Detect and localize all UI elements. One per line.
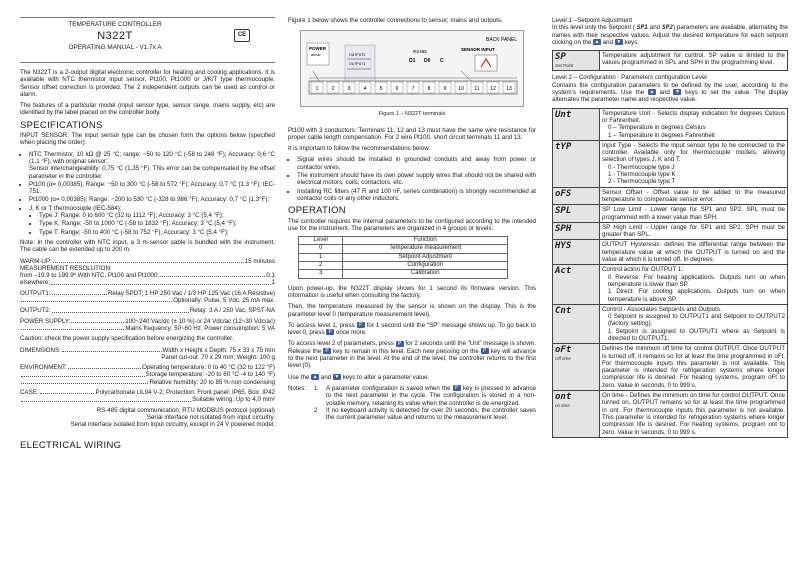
serial-isolated: Serial interface isolated from input circuitry, except in 24 V powered model.: [70, 421, 275, 429]
terminal-number: 3: [347, 86, 351, 93]
dimensions-row-2: Panel cut-out: 70 x 29 mm; Weight: 100 g: [161, 353, 275, 361]
param-code: SP: [555, 52, 566, 63]
terminal-number: 1: [315, 86, 319, 93]
table-row: [553, 140, 788, 187]
recommendations-intro: It is important to follow the recommendations below:: [288, 145, 431, 153]
tc-type-j: • Type J: Range: 0 to 600 °C (32 to 1112 °F); Accuracy: 3 °C (5,4 °F);: [39, 212, 275, 219]
d1-label: D1: [409, 58, 416, 65]
resolution-row-1: from –19.9 to 199.9º With NTC, Pt100 and Pt1000: 0.1: [20, 272, 275, 280]
terminal-number: 13: [506, 86, 512, 93]
column-right: [552, 0, 788, 441]
terminals-diagram: [301, 31, 523, 106]
p-key-icon: P: [481, 348, 489, 354]
manual-version: OPERATING MANUAL - V1.7x A: [68, 44, 162, 52]
operation-heading: OPERATION: [288, 205, 346, 217]
param-code: Unt: [555, 109, 572, 120]
intro-paragraph-2: The features of a particular model (input sensor type, sensor range, mains supply, etc) are identified by the label placed on the controller body.: [20, 102, 275, 117]
param-description: Defines the minimum off time for control OUTPUT. Once OUTPUT is turned off, it remains so for at least the time programmed in oFt. For thermocouple inputs this parameter is not available. This parameter is intended for refrigeration systems where longer compressor life is desired. For heating systems, program oFt to zero. Value in seconds, 0 to 999 s.: [602, 345, 785, 389]
notes-block: Notes: 1 A parameter configuration is saved when the P key is pressed to advance to the next parameter in the cycle. The configuration is stored in a non-volatile memory, retaining its value when the controller is de-energized. 2 If no keyboard activity is detected for over 20 seconds, the controller saves the current parameter value and returns to the measurement level.: [288, 384, 536, 422]
param-option: 1 Direct: For cooling applications. Outputs turn on when temperature is above SP.: [608, 288, 785, 303]
terminal-number: 5: [379, 86, 383, 93]
table-row: [553, 265, 788, 304]
terminal-number: 8: [427, 86, 431, 93]
model-name: N322T: [97, 30, 133, 43]
column-left: [20, 0, 275, 453]
param-option: 0 – Temperature in degrees Celsius: [608, 124, 706, 132]
column-middle: [288, 0, 536, 424]
environment-row-2: Storage temperature: -20 to 60 °C -4 to 140 °F): [20, 371, 275, 378]
power-label: POWER: [309, 46, 327, 52]
param-description: Control action for OUTPUT 1:: [602, 266, 684, 274]
product-type: TEMPERATURE CONTROLLER: [68, 21, 162, 28]
terminals-figure: [300, 30, 524, 107]
param-code: SPH: [555, 223, 572, 234]
sensor-pt100: • Pt100 (α= 0,00385); Range: −50 to 300 °C (-58 to 572 °F); Accuracy: 0,7 °C (1,3 °F); IEC-751.: [29, 181, 275, 196]
case-row: CASE: Polycarbonate UL94 V-2; Protection: Front panel: IP65, Box: IP42: [20, 388, 275, 396]
table-row: [553, 187, 788, 205]
p-key-icon: P: [453, 385, 461, 391]
pt100-wiring-text: Pt100 with 3 conductors: Terminals 11, 12 and 13 must have the same wire resistance for proper cable length compensation. For 2 wire Pt100, short circuit terminals 11 and 13.: [288, 126, 536, 141]
power-supply-row-2: Mains frequency: 50~60 Hz. Power consumption: 5 VA: [20, 325, 275, 332]
levels-table-header: [299, 237, 508, 245]
level-header: Level: [299, 237, 343, 245]
warmup-row: WARM-UP: 15 minutes: [20, 257, 275, 265]
p-key-icon: P: [396, 341, 404, 347]
up-key-icon: ▲: [312, 373, 318, 380]
recommendations-list: [288, 156, 536, 202]
table-row: 0 Temperature measurement: [299, 245, 508, 253]
case-row-2: Suitable wiring: Up to 4,0 mm²: [20, 396, 275, 403]
function-header: Function: [343, 237, 508, 245]
power-supply-row: POWER SUPPLY: 100~240 Vac/dc (± 10 %) or 24 Vdc/ac (12~30 Vdc/ac): [20, 317, 275, 325]
param-code: Act: [555, 266, 572, 277]
param-option: 1 - Thermocouple type K: [608, 171, 676, 179]
table-row: 1 Setpoint Adjustment: [299, 253, 508, 261]
figure-caption: Figure 1 – N322T terminals: [378, 111, 446, 118]
param-description: OUTPUT Hysteresis: defines the differential range between the temperature value at which the OUTPUT is turned on and the value at which it is turned off. In degrees.: [602, 241, 785, 264]
param-code: ont: [555, 392, 572, 403]
ntc-note: Note: In the controller with NTC input, a 3 m-sensor cable is bundled with the instrument. The cable can be extended up to 200 m.: [20, 238, 275, 254]
level1-text: In this level only the Setpoint ( SP1 and SP2) parameters are available, alternating the names with their respective values. Adjust the desired temperature for each setpoint clicking on the ▲ and ▼ keys.: [552, 24, 788, 46]
sensor-input-label: SENSOR INPUT: [461, 47, 495, 53]
output2-row: OUTPUT2: Relay: 3 A / 250 Vac, SPST-NA: [20, 307, 275, 315]
p-key-icon: P: [357, 322, 365, 328]
output1-label: OUTPUT1: [349, 62, 366, 67]
input-sensor-text: INPUT SENSOR: The input sensor type can be chosen form the options below (specified when placing the order):: [20, 132, 275, 147]
param-code: HYS: [555, 241, 572, 252]
back-panel-label: BACK PANEL: [486, 37, 518, 44]
manual-header: [20, 17, 275, 63]
level1-access-text: To access level 1, press P for 1 second until the “SP” message shows up. To go back to level 0, press P once more.: [288, 321, 536, 337]
level0-text: Then, the temperature measured by the sensor is shown on the display. This is the parameter level 0 (temperature measurement level).: [288, 303, 536, 318]
resolution-heading: MEASUREMENT RESOLUTION:: [20, 264, 112, 272]
table-row: [553, 240, 788, 265]
sensor-ntc: • NTC Thermistor, 10 kΩ @ 25 °C; range: −50 to 120 °C (-58 to 248 °F); Accuracy: 0,6 °C (1,1 °F), with original sensor; Sensor interchangeability: 0,75 °C (1,35 °F). This error can be compensated by the offset parameter in the controller.: [29, 151, 275, 180]
param-description: Sensor Offset - Offset value to be added to the measured temperature to compensate sensor error.: [602, 188, 785, 203]
param-code: SPL: [555, 206, 572, 217]
specifications-heading: SPECIFICATIONS: [20, 119, 103, 131]
table-row: [553, 304, 788, 343]
parameters-table: [552, 108, 788, 438]
figure-intro: Figure 1 below shows the controller connections to sensor, mains and outputs.: [288, 17, 503, 24]
d0-label: D0: [424, 58, 431, 65]
param-code: Cnt: [555, 305, 572, 316]
sensor-thermocouple: • J, K or T thermocouple (IEC-584): • Type J: Range: 0 to 600 °C (32 to 1112 °F); Accuracy: 3 °C (5,4 °F); • Type K: Range: -50 to 1000 °C (-58 to 1832 °F); Accuracy: 3 °C (5,4 °F); • Type T: Range: -50 to 400 °C (-58 to 752 °F); Accuracy: 3 °C (5,4 °F);: [29, 205, 275, 236]
down-key-icon: ▼: [674, 89, 680, 96]
sensor-list: [20, 151, 275, 236]
rs485-text: RS-485 digital communication; RTU MODBUS protocol (optional): [96, 406, 275, 414]
level2-text: Contains the configuration parameters to be defined by the user, according to the system's requirements. Use the ▲ and ▼ keys to set the value. The display alternates the parameter name and respective value.: [552, 81, 788, 104]
down-key-icon: ▼: [616, 39, 622, 46]
recommendation-item: • Signal wires should be installed in grounded conduits and away from power or contactor wires.: [297, 156, 536, 171]
param-option: 1 – Temperature in degrees Fahrenheit: [608, 131, 715, 139]
electrical-wiring-heading: ELECTRICAL WIRING: [20, 440, 122, 452]
tc-type-k: • Type K: Range: -50 to 1000 °C (-58 to 1832 °F); Accuracy: 3 °C (5,4 °F);: [39, 220, 275, 227]
recommendation-item: • The instrument should have its own power supply wires that should not be shared with electrical motors, coils, contactors, etc.: [297, 172, 536, 187]
terminal-number: 6: [395, 86, 399, 93]
param-option: 1 Setpoint is assigned to OUTPUT1 where as Setpoint is directed to OUTPUT1.: [608, 327, 785, 342]
setpoint-table: [552, 50, 788, 71]
param-option: 0 Reverse: For heating applications. Outputs turn on when temperature is lower than SP.: [608, 273, 785, 288]
table-row: oFt Off time Defines the minimum off time for control OUTPUT. Once OUTPUT is turned off, it remains so for at least the time programmed in oFt. For thermocouple inputs this parameter is not available. This parameter is intended for refrigeration systems where longer compressor life is desired. For heating systems, program oFt to zero. Value in seconds, 0 to 999 s.: [553, 344, 788, 391]
p-key-icon: P: [323, 348, 331, 354]
intro-paragraph: The N322T is a 2-output digital electronic controller for heating and cooling applications. It is available with NTC thermistor input sensor, Pt100, Pt1000 or J/K/T type thermocouple. Sensor offset correction is provided. The 2 independent outputs can be used as control or alarm.: [20, 69, 275, 98]
output1-row: OUTPUT1: Relay SPDT; 1 HP 250 Vac / 1/3 HP 125 Vac (16 A Resistive): [20, 289, 275, 297]
acdc-label: ac/dc: [311, 52, 321, 58]
operation-text: The controller requires the internal parameters to be configured according to the intended use for the instrument. The parameters are organized in 4 groups or levels:: [288, 217, 536, 232]
param-option: 0 Setpoint is assigned to OUTPUT1 and Setpoint to OUTPUT2 (factory setting).: [608, 313, 785, 328]
caution-text: Caution: check the power supply specification before energizing the controller.: [20, 335, 234, 343]
levels-table: [298, 236, 508, 278]
param-description: Temperature Unit - Selects display indication for degrees Celsius or Fahrenheit.: [602, 109, 785, 124]
down-key-icon: ▼: [334, 373, 340, 380]
table-row: [553, 205, 788, 223]
table-row: ont on time On time - Defines the minimum on time for control OUTPUT. Once turned on, OUTPUT remains so for at least the time programmed in ont. For thermocouple inputs this parameter is not available. This parameter is intended for refrigeration systems where longer compressor life is desired. For heating systems, program ont to zero. Value in seconds, 0 to 999 s.: [553, 391, 788, 438]
level2-access-text: To access level 2 of parameters, press P for 2 seconds until the “Unt” message is shown. Release the P key to remain in this level. Each new pressing on the P key will advance to the next parameter in the level. At the end of the level, the controller returns to the first level (0).: [288, 340, 536, 370]
table-row: 2 Configuration: [299, 262, 508, 270]
terminal-number: 11: [474, 86, 480, 93]
output2-label: OUTPUT2: [349, 53, 366, 58]
param-code: tYP: [555, 141, 572, 152]
recommendation-item: • Installing RC filters (47 R and 100 nF, series combination) is strongly recommended at contactor coils or any other inductors.: [297, 188, 536, 203]
terminal-number: 4: [363, 86, 367, 93]
powerup-text: Upon power-up, the N322T display shows for 1 second its firmware version. This information is useful when consulting the factory.: [288, 284, 536, 299]
param-option: 2 - Thermocouple type T: [608, 178, 676, 186]
tc-type-t: • Type T: Range: -50 to 400 °C (-58 to 752 °F); Accuracy: 3 °C (5,4 °F);: [39, 229, 275, 236]
resolution-row-2: elsewhere: 1: [20, 279, 275, 287]
rs485-label: RS485: [413, 49, 427, 55]
param-description: SP High Limit - Upper range for SP1 and SP2. SPH must be greater than SPL.: [602, 223, 785, 239]
param-code: oFS: [555, 188, 572, 199]
alter-value-text: Use the ▲ and ▼ keys to alter a parameter value.: [288, 373, 430, 381]
table-row: SP Set Point Temperature adjustment for control. SP value is limited to the values programmed in SPL and SPH in the programming level.: [553, 51, 788, 71]
serial-not-isolated: Serial interface not isolated from input circuitry.: [146, 413, 275, 421]
up-key-icon: ▲: [649, 89, 655, 96]
dimensions-row: DIMENSIONS: Width x Height x Depth: 75 x 33 x 75 mm: [20, 346, 275, 354]
table-row: 3 Calibration: [299, 270, 508, 278]
environment-row-3: Relative humidity: 20 to 85 % non condensing: [20, 379, 275, 386]
terminal-number: 7: [411, 86, 415, 93]
level1-heading: Level 1 –Setpoint Adjustment: [552, 17, 633, 24]
param-description: Input Type - Selects the input sensor type to be connected to the controller. Available only for thermocouple models, allowing selection of types J, K and T.: [602, 141, 785, 164]
environment-row: ENVIRONMENT: Operating temperature: 0 to 40 °C (32 to 122 °F): [20, 364, 275, 372]
terminal-number: 2: [331, 86, 335, 93]
p-key-icon: P: [326, 329, 334, 335]
param-option: 0 - Thermocouple type J: [608, 163, 675, 171]
up-key-icon: ▲: [594, 39, 600, 46]
terminal-number: 9: [443, 86, 447, 93]
terminal-number: 10: [458, 86, 464, 93]
param-description: Control - Associates Setpoints and Outputs.: [602, 305, 722, 313]
sensor-pt1000: • Pt1000 (α= 0,00385); Range: −200 to 530 °C (-328 to 986 °F); Accuracy: 0,7 °C (1,3°F);: [29, 196, 275, 203]
terminal-number: 12: [490, 86, 496, 93]
param-description: SP Low Limit - Lower range for SP1 and SP2. SPL must be programmed with a lower value than SPH.: [602, 206, 785, 221]
output1-row-2: Optionally: Pulse, 5 Vdc, 25 mA max.: [20, 297, 275, 304]
table-row: [553, 108, 788, 140]
param-code: oFt: [555, 345, 572, 356]
param-description: On time - Defines the minimum on time for control OUTPUT. Once turned on, OUTPUT remains so for at least the time programmed in ont. For thermocouple inputs this parameter is not available. This parameter is intended for refrigeration systems where longer compressor life is desired. For heating systems, program ont to zero. Value in seconds, 0 to 999 s.: [602, 392, 785, 436]
level2-heading: Level 2 – Configuration - Parameters configuration Level: [552, 74, 707, 82]
ce-mark-icon: CE: [234, 29, 250, 42]
table-row: [553, 222, 788, 240]
c-label: C: [440, 58, 444, 65]
